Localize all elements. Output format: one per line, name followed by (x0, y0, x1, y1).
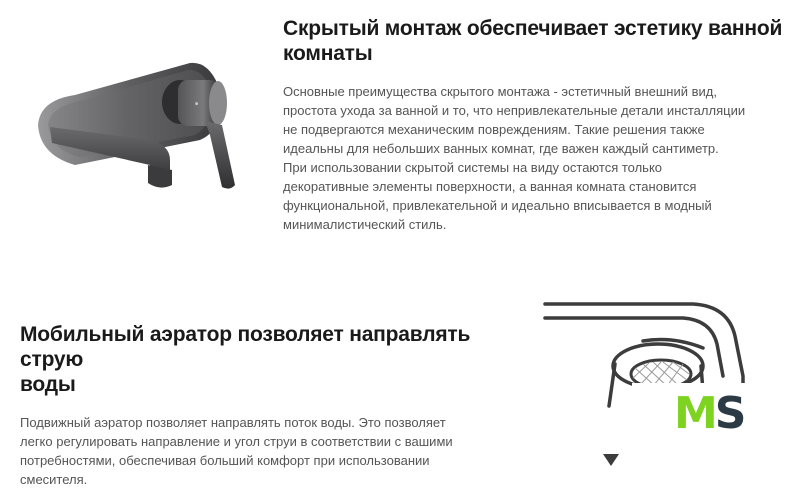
section-title (20, 322, 530, 397)
body-line: не подвергаются механическим повреждениям. Такие решения также (283, 122, 705, 137)
section-title (283, 16, 783, 66)
title-line: комнаты (283, 42, 373, 65)
body-line: смесителя. (20, 472, 88, 487)
ms-logo (632, 383, 750, 449)
body-line: идеальны для небольших ванных комнат, где важен каждый сантиметр. (283, 141, 719, 156)
body-line: простота ухода за ванной и то, что непривлекательные детали инсталляции (283, 103, 746, 118)
faucet-illustration (30, 55, 260, 205)
concealed-installation-section (283, 16, 783, 234)
logo-letter: S (714, 388, 744, 439)
body-line: При использовании скрытой системы на виду остаются только (283, 160, 663, 175)
body-line: декоративные элементы поверхности, а ванная комната становится (283, 179, 697, 194)
svg-text:■: ■ (195, 101, 199, 107)
body-line: потребностями, обеспечивая больший комфорт при использовании (20, 453, 430, 468)
logo-text (674, 389, 744, 439)
body-line: Подвижный аэратор позволяет направлять поток воды. Это позволяет (20, 415, 446, 430)
title-line: Мобильный аэратор позволяет направлять струю (20, 323, 471, 371)
logo-letter: M (674, 388, 715, 439)
body-line: легко регулировать направление и угол струи в соответствии с вашими (20, 434, 453, 449)
title-line: Скрытый монтаж обеспечивает эстетику ванной (283, 17, 783, 40)
body-line: Основные преимущества скрытого монтажа - эстетичный внешний вид, (283, 84, 717, 99)
section-body (20, 413, 500, 489)
mobile-aerator-section (20, 322, 530, 489)
body-line: функциональной, привлекательной и идеально вписывается в модный (283, 198, 712, 213)
body-line: минималистический стиль. (283, 217, 447, 232)
section-body (283, 82, 773, 234)
title-line: воды (20, 373, 76, 396)
